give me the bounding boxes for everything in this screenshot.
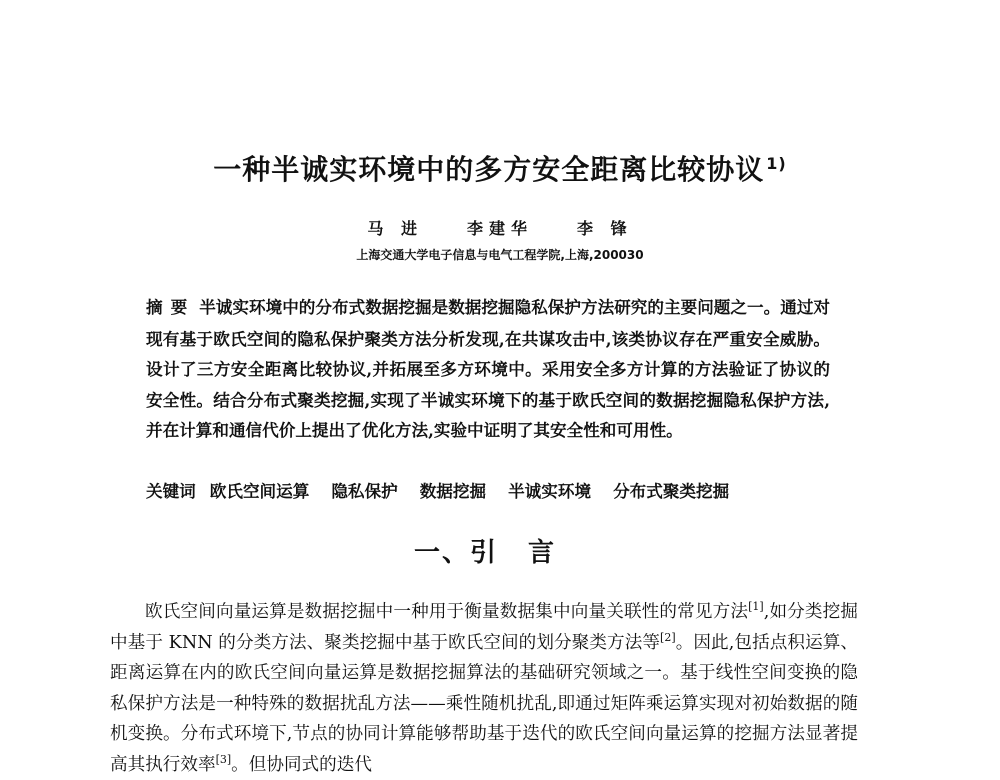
body-text-part: 。但协同式的迭代 <box>231 754 372 775</box>
affiliation: 上海交通大学电子信息与电气工程学院,上海,200030 <box>356 248 644 262</box>
citation-ref: [1] <box>748 600 764 614</box>
section-heading <box>0 532 1000 569</box>
keyword-item: 数据挖掘 <box>419 481 487 501</box>
abstract-label: 摘要 <box>146 298 196 317</box>
body-text-part: ,如分类挖掘中基于 KNN 的分类方法、聚类挖掘中基于欧氏空间的划分聚类方法等 <box>110 602 858 653</box>
keyword-item: 欧氏空间运算 <box>209 481 310 501</box>
author-list <box>0 216 1000 239</box>
keyword-item: 分布式聚类挖掘 <box>613 481 730 501</box>
abstract <box>146 292 830 446</box>
section-number: 一、 <box>413 538 470 568</box>
body-paragraph <box>110 597 858 780</box>
abstract-text: 半诚实环境中的分布式数据挖掘是数据挖掘隐私保护方法研究的主要问题之一。通过对现有基于欧氏空间的隐私保护聚类方法分析发现,在共谋攻击中,该类协议存在严重安全威胁。设计了三方安全距离比较协议,并拓展至多方环境中。采用安全多方计算的方法验证了协议的安全性。结合分布式聚类挖掘,实现了半诚实环境下的基于欧氏空间的数据挖掘隐私保护方法,并在计算和通信代价上提出了优化方法,实验中证明了其安全性和可用性。 <box>146 297 831 440</box>
citation-ref: [2] <box>660 630 676 644</box>
keywords <box>146 478 836 502</box>
keyword-item: 隐私保护 <box>331 481 398 501</box>
title-footnote-mark: 1) <box>766 153 787 173</box>
author-name: 李建华 <box>466 219 533 238</box>
section-title: 引言 <box>470 538 587 568</box>
keyword-item: 半诚实环境 <box>508 481 592 501</box>
author-name: 李 锋 <box>577 219 633 238</box>
citation-ref: [3] <box>215 752 232 766</box>
paper-title <box>0 148 1000 188</box>
body-text-part: 欧氏空间向量运算是数据挖掘中一种用于衡量数据集中向量关联性的常见方法 <box>145 602 749 622</box>
author-name: 马 进 <box>367 219 423 238</box>
paper-title-text: 一种半诚实环境中的多方安全距离比较协议 <box>213 153 765 186</box>
body-text-part: 。因此,包括点积运算、距离运算在内的欧氏空间向量运算是数据挖掘算法的基础研究领域之一。基于线性空间变换的隐私保护方法是一种特殊的数据扰乱方法——乘性随机扰乱,即通过矩阵乘运算实现对初始数据的随机变换。分布式环境下,节点的协同计算能够帮助基于迭代的欧氏空间向量运算的挖掘方法显著提高其执行效率 <box>110 632 859 775</box>
keywords-label: 关键词 <box>146 482 196 501</box>
